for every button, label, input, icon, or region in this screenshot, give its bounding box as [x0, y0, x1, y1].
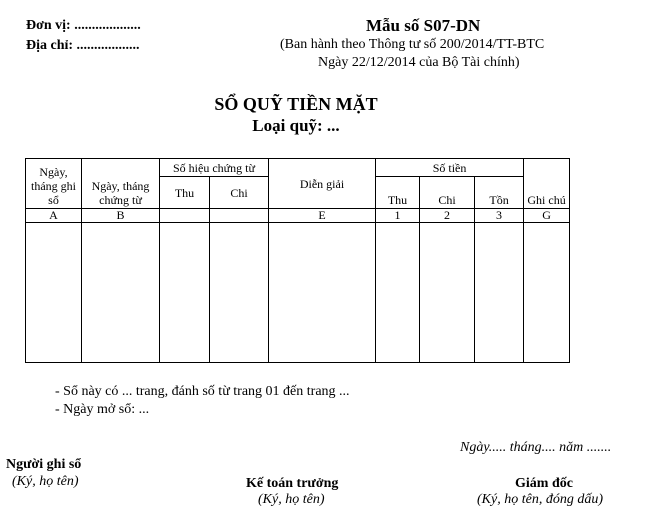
code-cell: 2 [420, 209, 475, 223]
recorder-signature-note: (Ký, họ tên) [12, 474, 79, 489]
col-date-document: Ngày, tháng chứng từ [82, 159, 160, 209]
code-cell: A [26, 209, 82, 223]
code-cell [210, 209, 269, 223]
empty-cell [210, 223, 269, 363]
empty-cell [376, 223, 420, 363]
document-title: SỔ QUỸ TIỀN MẶT [214, 94, 378, 114]
col-amount-in: Thu [376, 177, 420, 209]
director-signature-note: (Ký, họ tên, đóng dấu) [477, 492, 603, 507]
issued-by-line-1: (Ban hành theo Thông tư số 200/2014/TT-BTC [280, 37, 545, 52]
table-row [26, 223, 570, 363]
cash-ledger-table [25, 158, 570, 363]
empty-cell [26, 223, 82, 363]
note-page-count: - Sổ này có ... trang, đánh số từ trang 01 đến trang ... [55, 384, 350, 399]
note-open-date: - Ngày mở sổ: ... [55, 402, 150, 417]
director-signature-title: Giám đốc [515, 476, 573, 491]
fund-type: Loại quỹ: ... [252, 116, 340, 135]
col-description: Diễn giải [269, 159, 376, 209]
col-notes: Ghi chú [524, 159, 570, 209]
code-cell: 1 [376, 209, 420, 223]
chief-accountant-signature-title: Kế toán trưởng [246, 476, 339, 491]
code-cell: B [82, 209, 160, 223]
date-line: Ngày..... tháng.... năm ....... [460, 440, 612, 455]
col-voucher-out: Chi [210, 177, 269, 209]
form-code: Mẫu số S07-DN [366, 16, 481, 35]
col-amount: Số tiền [376, 159, 524, 177]
address-field: Địa chỉ: .................. [26, 38, 140, 53]
code-cell: G [524, 209, 570, 223]
empty-cell [420, 223, 475, 363]
empty-cell [269, 223, 376, 363]
empty-cell [160, 223, 210, 363]
empty-cell [524, 223, 570, 363]
empty-cell [82, 223, 160, 363]
code-cell [160, 209, 210, 223]
recorder-signature-title: Người ghi sổ [6, 457, 82, 472]
col-date-recorded: Ngày, tháng ghi sổ [26, 159, 82, 209]
col-voucher-number: Số hiệu chứng từ [160, 159, 269, 177]
code-cell: 3 [475, 209, 524, 223]
empty-cell [475, 223, 524, 363]
chief-accountant-signature-note: (Ký, họ tên) [258, 492, 325, 507]
code-cell: E [269, 209, 376, 223]
col-voucher-in: Thu [160, 177, 210, 209]
issued-by-line-2: Ngày 22/12/2014 của Bộ Tài chính) [318, 55, 520, 70]
col-amount-balance: Tồn [475, 177, 524, 209]
col-amount-out: Chi [420, 177, 475, 209]
unit-field: Đơn vị: ................... [26, 18, 141, 33]
